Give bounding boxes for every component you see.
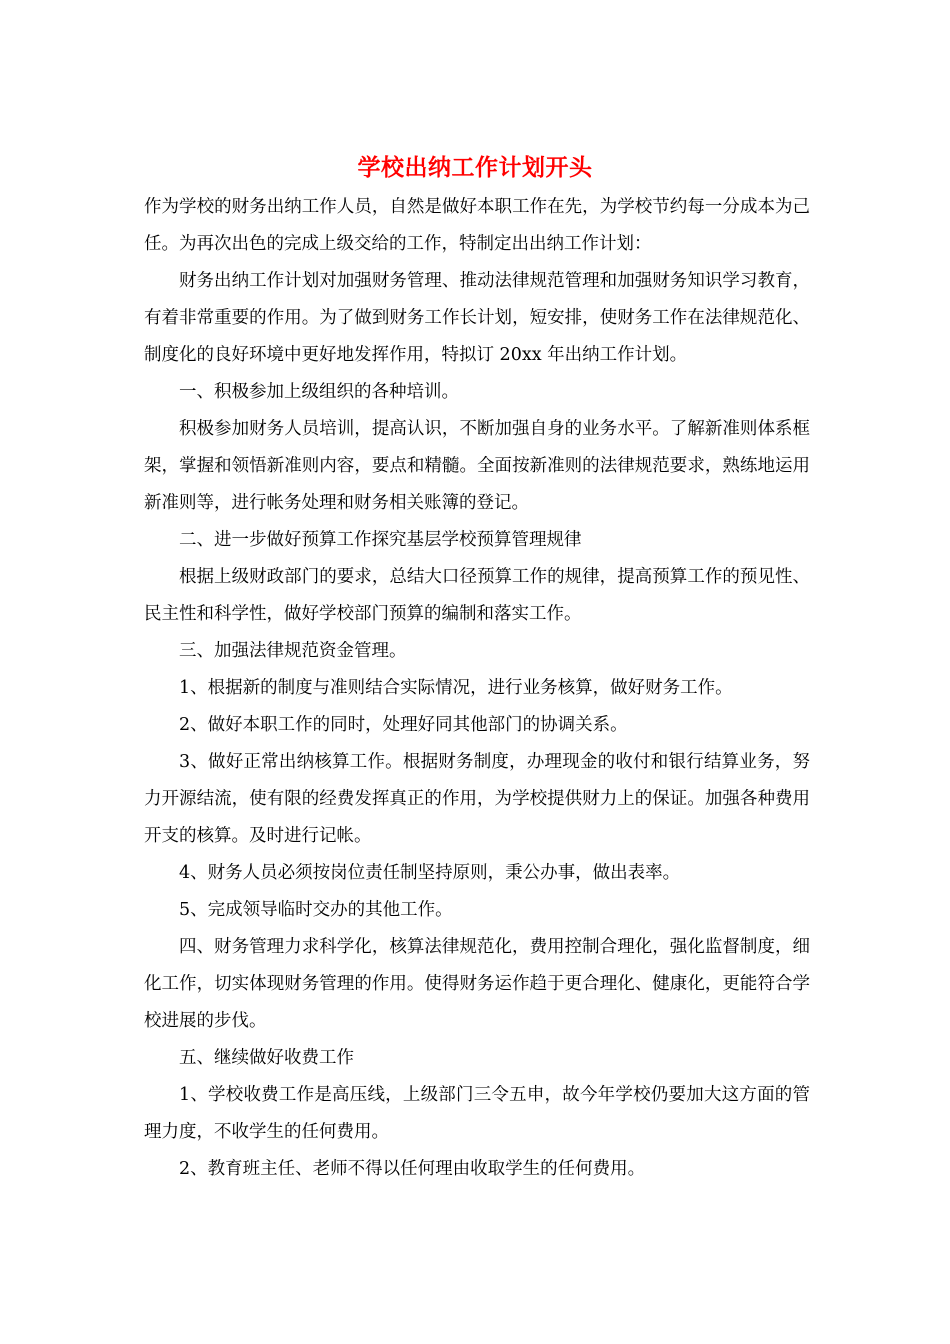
- document-title: 学校出纳工作计划开头: [357, 154, 593, 181]
- paragraph-budget: 根据上级财政部门的要求，总结大口径预算工作的规律，提高预算工作的预见性、民主性和科学性，做好学校部门预算的编制和落实工作。: [144, 567, 810, 624]
- list-item: 1、根据新的制度与准则结合实际情况，进行业务核算，做好财务工作。: [179, 678, 733, 698]
- paragraph-intro: 作为学校的财务出纳工作人员，自然是做好本职工作在先，为学校节约每一分成本为己任。为再次出色的完成上级交给的工作，特制定出出纳工作计划：: [144, 197, 810, 254]
- paragraph-training: 积极参加财务人员培训，提高认识，不断加强自身的业务水平。了解新准则体系框架，掌握和领悟新准则内容，要点和精髓。全面按新准则的法律规范要求，熟练地运用新准则等，进行帐务处理和财务相关账簿的登记。: [144, 419, 810, 513]
- list-item: 1、学校收费工作是高压线，上级部门三令五申，故今年学校仍要加大这方面的管理力度，不收学生的任何费用。: [144, 1085, 810, 1142]
- section-heading-2: 二、进一步做好预算工作探究基层学校预算管理规律: [179, 530, 582, 550]
- list-item: 2、做好本职工作的同时，处理好同其他部门的协调关系。: [179, 715, 628, 735]
- document-body: [144, 189, 810, 1188]
- list-item: 3、做好正常出纳核算工作。根据财务制度，办理现金的收付和银行结算业务，努力开源结流，使有限的经费发挥真正的作用，为学校提供财力上的保证。加强各种费用开支的核算。及时进行记帐。: [144, 752, 810, 846]
- section-heading-5: 五、继续做好收费工作: [179, 1048, 354, 1068]
- section-heading-4: 四、财务管理力求科学化，核算法律规范化，费用控制合理化，强化监督制度，细化工作，切实体现财务管理的作用。使得财务运作趋于更合理化、健康化，更能符合学校进展的步伐。: [144, 937, 810, 1031]
- list-item: 5、完成领导临时交办的其他工作。: [179, 900, 453, 920]
- paragraph-overview: 财务出纳工作计划对加强财务管理、推动法律规范管理和加强财务知识学习教育，有着非常重要的作用。为了做到财务工作长计划，短安排，使财务工作在法律规范化、制度化的良好环境中更好地发挥作用，特拟订 20xx 年出纳工作计划。: [144, 271, 810, 365]
- list-item: 2、教育班主任、老师不得以任何理由收取学生的任何费用。: [179, 1159, 646, 1179]
- section-heading-1: 一、积极参加上级组织的各种培训。: [179, 382, 459, 402]
- section-heading-3: 三、加强法律规范资金管理。: [179, 641, 407, 661]
- list-item: 4、财务人员必须按岗位责任制坚持原则，秉公办事，做出表率。: [179, 863, 681, 883]
